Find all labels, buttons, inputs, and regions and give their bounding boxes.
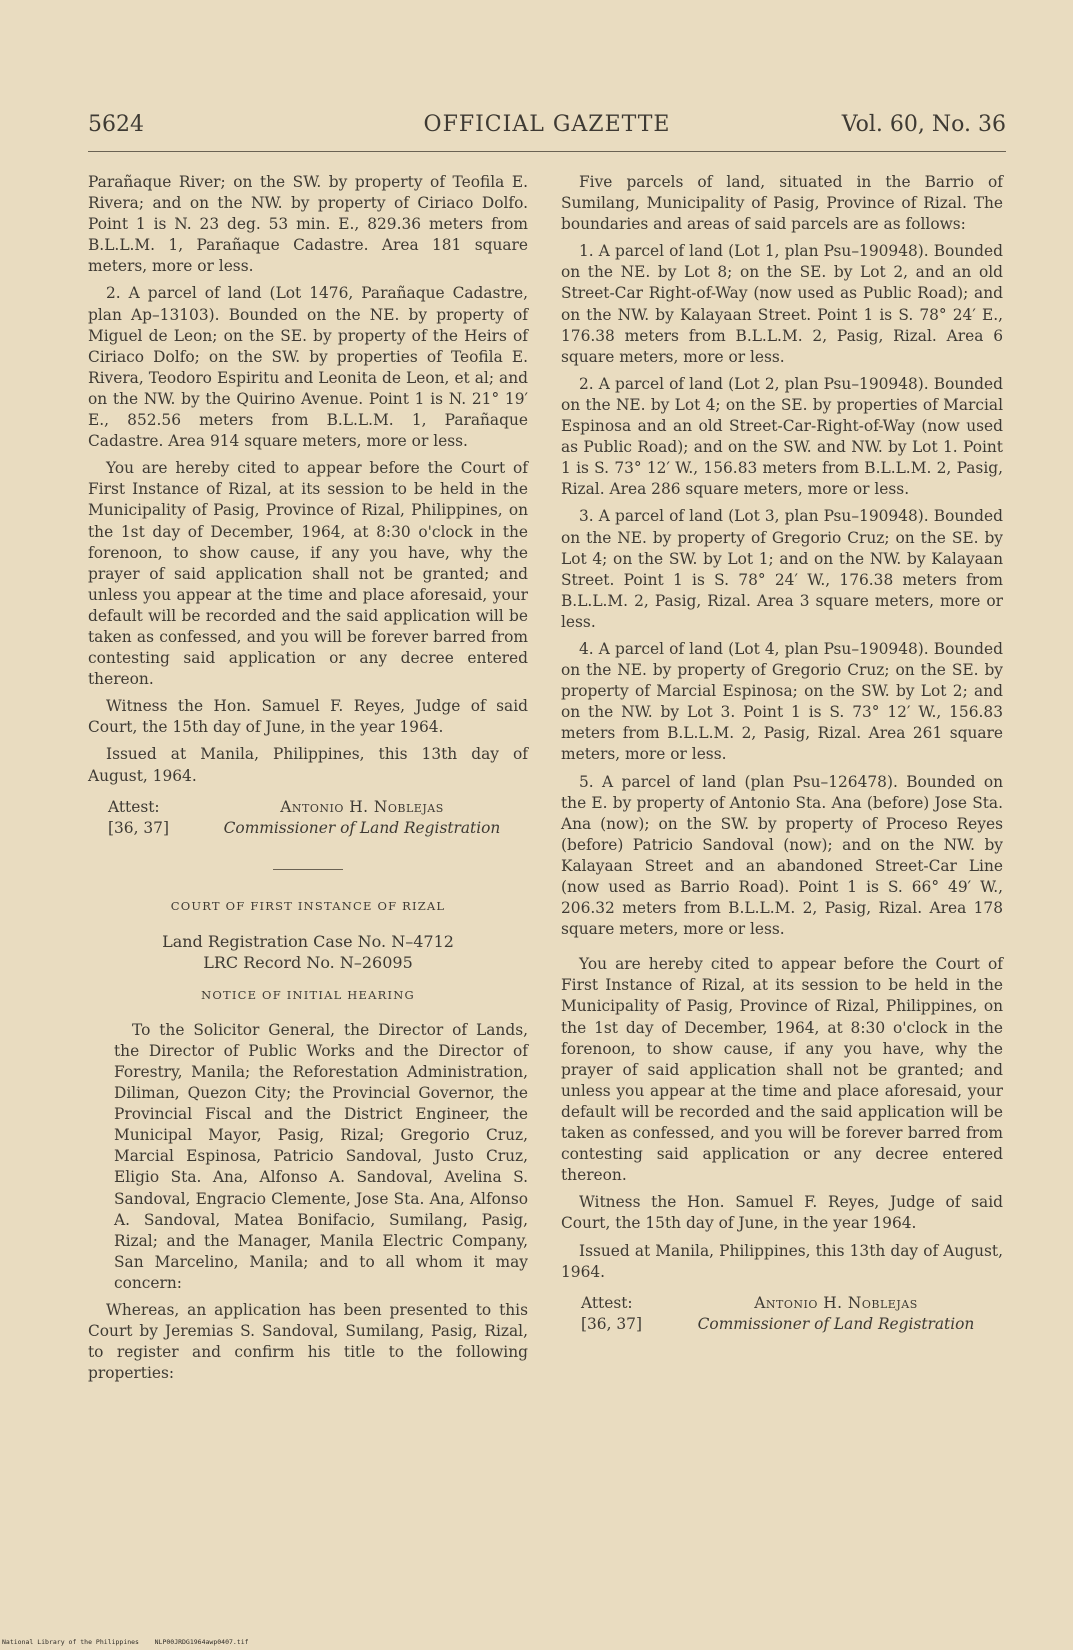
file-name: NLP00JRDG1964awp0407.tif (154, 1638, 249, 1646)
attest-block (581, 1293, 1003, 1335)
header-rule (88, 151, 1006, 152)
attest-ref: [36, 37] (108, 818, 169, 837)
notice-heading: NOTICE OF INITIAL HEARING (201, 987, 415, 1002)
paragraph: Parañaque River; on the SW. by property of Teofila E. Rivera; and on the NW. by property of Ciriaco Dolfo. Point 1 is N. 23 deg. 53 min. E., 829.36 meters from B.L.L.M. 1, Parañaque Cadastre. Area 181 square meters, more or less. (88, 173, 528, 276)
paragraph: Issued at Manila, Philippines, this 13th day of August, 1964. (561, 1241, 1003, 1281)
case-number: Land Registration Case No. N–4712 (162, 931, 454, 951)
attest-name: Antonio H. Noblejas (754, 1293, 918, 1312)
attest-title: Commissioner of Land Registration (223, 818, 501, 837)
paragraph: 2. A parcel of land (Lot 2, plan Psu–190948). Bounded on the NE. by Lot 4; on the SE. by properties of Marcial Espinosa and an old Street-Car-Right-of-Way (now used as Public Road); and on the SW. and NW. by Lot 1. Point 1 is S. 73° 12′ W., 156.83 meters from B.L.L.M. 2, Pasig, Rizal. Area 286 square meters, more or less. (561, 374, 1003, 499)
paragraph: You are hereby cited to appear before the Court of First Instance of Rizal, at its session to be held in the Municipality of Pasig, Province of Rizal, Philippines, on the 1st day of December, 1964, at 8:30 o'clock in the forenoon, to show cause, if any you have, why the prayer of said application shall not be granted; and unless you appear at the time and place aforesaid, your default will be recorded and the said application will be taken as confessed, and you will be forever barred from contesting said application or any decree entered thereon. (561, 955, 1003, 1185)
page-number: 5624 (88, 112, 144, 137)
lrc-record: LRC Record No. N–26095 (203, 952, 413, 972)
library-name: National Library of the Philippines (2, 1638, 139, 1646)
paragraph: 4. A parcel of land (Lot 4, plan Psu–190948). Bounded on the NE. by property of Gregorio Cruz; on the SE. by property of Marcial Espinosa; on the SW. by Lot 2; and on the NW. by Lot 3. Point 1 is S. 73° 12′ W., 156.83 meters from B.L.L.M. 2, Pasig, Rizal. Area 261 square meters, more or less. (561, 639, 1003, 764)
addressee-paragraph: To the Solicitor General, the Director of Lands, the Director of Public Works and the Director of Forestry, Manila; the Reforestation Administration, Diliman, Quezon City; the Provincial Governor, the Provincial Fiscal and the District Engineer, the Municipal Mayor, Pasig, Rizal; Gregorio Cruz, Marcial Espinosa, Patricio Sandoval, Justo Cruz, Eligio Sta. Ana, Alfonso A. Sandoval, Avelina S. Sandoval, Engracio Clemente, Jose Sta. Ana, Alfonso A. Sandoval, Matea Bonifacio, Sumilang, Pasig, Rizal; and the Manager, Manila Electric Company, San Marcelino, Manila; and to all whom it may concern: (114, 1020, 528, 1292)
section-divider (273, 869, 343, 870)
paragraph: You are hereby cited to appear before the Court of First Instance of Rizal, at its session to be held in the Municipality of Pasig, Province of Rizal, Philippines, on the 1st day of December, 1964, at 8:30 o'clock in the forenoon, to show cause, if any you have, why the prayer of said application shall not be granted; and unless you appear at the time and place aforesaid, your default will be recorded and the said application will be taken as confessed, and you will be forever barred from contesting said application or any decree entered thereon. (88, 459, 528, 689)
paragraph: 1. A parcel of land (Lot 1, plan Psu–190948). Bounded on the NE. by Lot 8; on the SE. by Lot 2, and an old Street-Car Right-of-Way (now used as Public Road); and on the NW. by Kalayaan Street. Point 1 is S. 78° 24′ E., 176.38 meters from B.L.L.M. 2, Pasig, Rizal. Area 6 square meters, more or less. (561, 242, 1003, 366)
paragraph: Witness the Hon. Samuel F. Reyes, Judge of said Court, the 15th day of June, in the year 1964. (561, 1193, 1003, 1233)
scan-footer (2, 1638, 249, 1646)
page-header (88, 112, 1006, 146)
paragraph: Whereas, an application has been presented to this Court by Jeremias S. Sandoval, Sumilang, Pasig, Rizal, to register and confirm his title to the following properties: (88, 1301, 528, 1383)
paragraph: 3. A parcel of land (Lot 3, plan Psu–190948). Bounded on the NE. by property of Gregorio Cruz; on the SE. by Lot 4; on the SW. by Lot 1; and on the NW. by Kalayaan Street. Point 1 is S. 78° 24′ W., 176.38 meters from B.L.L.M. 2, Pasig, Rizal. Area 3 square meters, more or less. (561, 507, 1003, 631)
attest-block (108, 797, 528, 839)
left-column (88, 172, 528, 1390)
right-column (561, 172, 1003, 1335)
court-heading: COURT OF FIRST INSTANCE OF RIZAL (170, 898, 446, 913)
paragraph: Witness the Hon. Samuel F. Reyes, Judge of said Court, the 15th day of June, in the year 1964. (88, 697, 528, 737)
paragraph: Issued at Manila, Philippines, this 13th day of August, 1964. (88, 745, 528, 785)
publication-title: OFFICIAL GAZETTE (423, 112, 671, 137)
volume-number: Vol. 60, No. 36 (841, 112, 1006, 137)
attest-title: Commissioner of Land Registration (697, 1314, 975, 1333)
attest-ref: [36, 37] (581, 1314, 642, 1333)
paragraph: 2. A parcel of land (Lot 1476, Parañaque Cadastre, plan Ap–13103). Bounded on the NE. by property of Miguel de Leon; on the SE. by property of the Heirs of Ciriaco Dolfo; on the SW. by properties of Teofila E. Rivera, Teodoro Espiritu and Leonita de Leon, et al; and on the NW. by the Quirino Avenue. Point 1 is N. 21° 19′ E., 852.56 meters from B.L.L.M. 1, Parañaque Cadastre. Area 914 square meters, more or less. (88, 284, 528, 451)
paragraph: 5. A parcel of land (plan Psu–126478). Bounded on the E. by property of Antonio Sta. Ana (before) Jose Sta. Ana (now); on the SW. by property of Proceso Reyes (before) Patricio Sandoval (now); and on the NW. by Kalayaan Street and an abandoned Street-Car Line (now used as Barrio Road). Point 1 is S. 66° 49′ W., 206.32 meters from B.L.L.M. 2, Pasig, Rizal. Area 178 square meters, more or less. (561, 772, 1003, 939)
attest-label: Attest: (108, 797, 160, 816)
attest-label: Attest: (581, 1293, 633, 1312)
attest-name: Antonio H. Noblejas (280, 797, 444, 816)
paragraph: Five parcels of land, situated in the Barrio of Sumilang, Municipality of Pasig, Province of Rizal. The boundaries and areas of said parcels are as follows: (561, 173, 1003, 234)
